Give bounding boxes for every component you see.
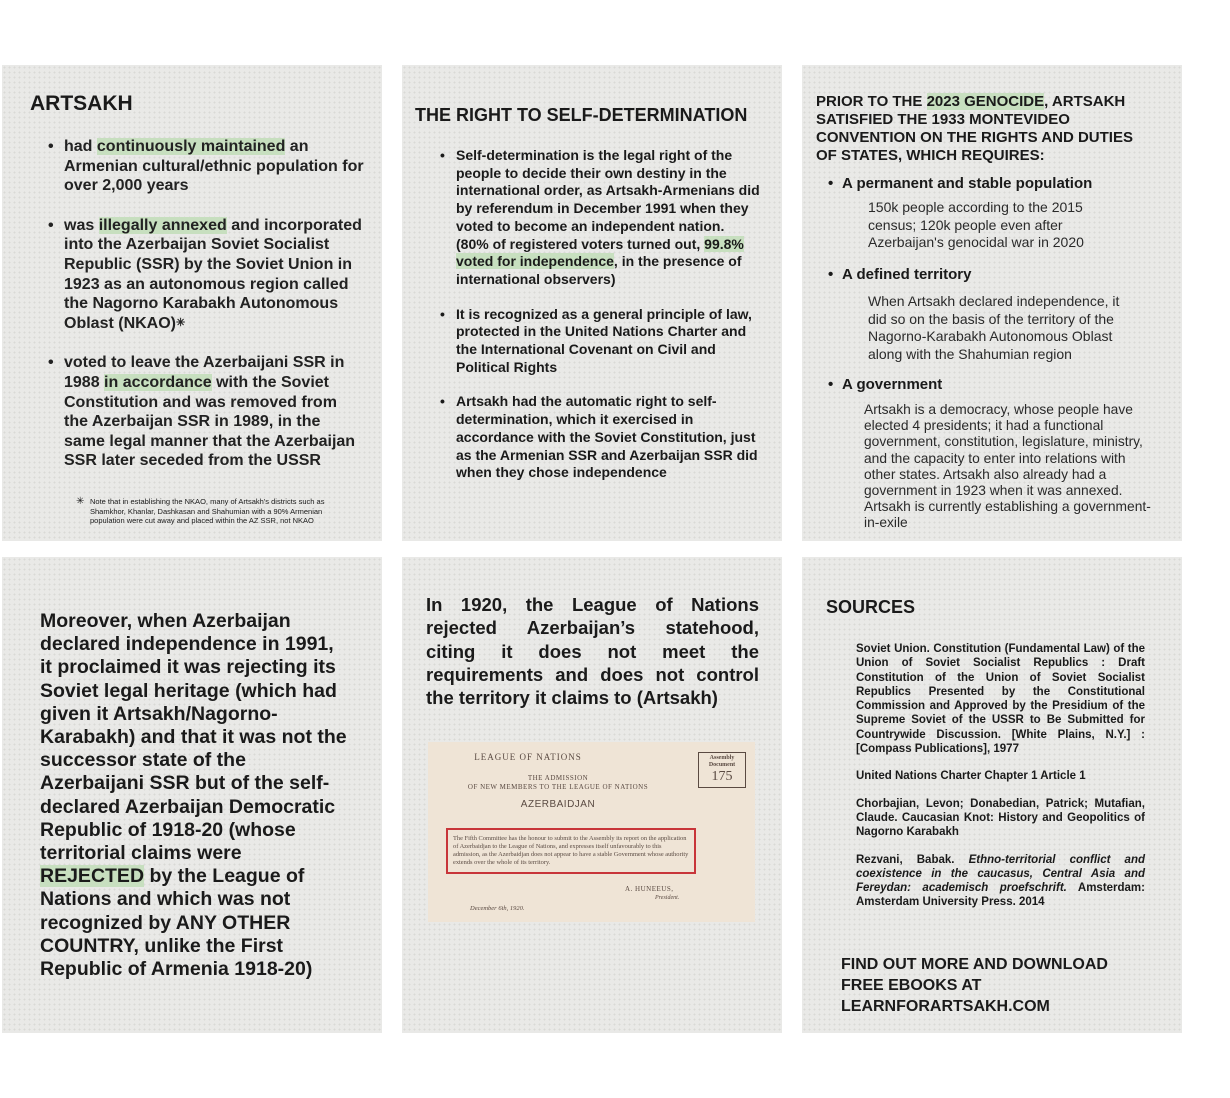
highlight: in accordance	[104, 373, 212, 391]
footnote: ✳ Note that in establishing the NKAO, many of Artsakh's districts such as Shamkhor, Khanlar, Dashkasan and Shahumian with a 90% Armenian population were cut away and placed within the AZ SSR, not NKAO	[76, 496, 325, 526]
source-item: Chorbajian, Levon; Donabedian, Patrick; Mutafian, Claude. Caucasian Knot: History and Geopolitics of Nagorno Karabakh	[856, 797, 1145, 839]
list-item: • Artsakh had the automatic right to self-determination, which it exercised in accordance with the Soviet Constitution, just as the Armenian SSR and Azerbaijan SSR did when they chose independence	[456, 393, 760, 482]
doc-subheader: THE ADMISSION OF NEW MEMBERS TO THE LEAGUE OF NATIONS	[467, 774, 649, 791]
criterion-description: When Artsakh declared independence, it did so on the basis of the territory of the Nagorno-Karabakh Autonomous Oblast along with the Shahumian region	[868, 293, 1120, 362]
highlight: 2023 GENOCIDE	[926, 93, 1045, 110]
doc-signatory-title: President.	[655, 895, 680, 901]
panel-artsakh	[2, 65, 382, 541]
panel-montevideo	[802, 65, 1182, 541]
panel-title: THE RIGHT TO SELF-DETERMINATION	[415, 105, 748, 125]
highlight: continuously maintained	[96, 138, 286, 155]
list-item: • was illegally annexed and incorporated into the Azerbaijan Soviet Socialist Republic (SSR) by the Soviet Union in 1923 as an autonomous region called the Nagorno Karabakh Autonomous Oblast (NKAO)✳	[64, 216, 364, 334]
doc-highlight-box: The Fifth Committee has the honour to submit to the Assembly its report on the application of Azerbaidjan to the League of Nations, and expresses itself unfavourably to this admission, as the Azerbaidjan does not appear to have a stable Government whose authority extends over the whole of its territory.	[446, 828, 696, 874]
highlight: illegally annexed	[98, 216, 227, 234]
highlight: REJECTED	[40, 865, 145, 888]
bullet-list	[64, 137, 364, 491]
asterisk-icon: ✳	[176, 316, 186, 329]
body-text: Moreover, when Azerbaijan declared independence in 1991, it proclaimed it was rejecting its Soviet legal heritage (which had given it Artsakh/Nagorno-Karabakh) and that it was not the successor state of the Azerbaijani SSR but of the self-declared Azerbaijan Democratic Republic of 1918-20 (whose territorial claims were REJECTED by the League of Nations and which was not recognized by ANY OTHER COUNTRY, unlike the First Republic of Armenia 1918-20)	[40, 610, 347, 981]
panel-sources	[802, 557, 1182, 1033]
list-item: • It is recognized as a general principle of law, protected in the United Nations Charter and the International Covenant on Civil and Political Rights	[456, 306, 760, 377]
doc-country: AZERBAIDJAN	[520, 799, 596, 810]
source-item: Soviet Union. Constitution (Fundamental Law) of the Union of Soviet Socialist Republics : Draft Constitution of the Union of Soviet Socialist Republics Presented by the Constitutional Commission and Approved by the Presidium of the Supreme Soviet of the USSR to Be Submitted for Countrywide Discussion. [White Plains, N.Y.] : [Compass Publications], 1977	[856, 643, 1145, 756]
panel-title: SOURCES	[826, 597, 916, 617]
panel-league-of-nations	[402, 557, 782, 1033]
criterion-description: Artsakh is a democracy, whose people have elected 4 presidents; it had a functional government, constitution, legislature, ministry, and the capacity to enter into relations with other states. Artsakh also already had a government in 1923 when it was annexed. Artsakh is currently establishing a government-in-exile	[864, 402, 1151, 531]
doc-signatory: A. HUNEEUS,	[625, 885, 674, 893]
highlight: 99.8% voted for independence	[456, 235, 744, 270]
doc-header: LEAGUE OF NATIONS	[474, 752, 582, 762]
source-item: United Nations Charter Chapter 1 Article 1	[856, 770, 1086, 783]
bullet-list	[456, 147, 760, 499]
asterisk-icon: ✳	[76, 496, 85, 507]
criterion-description: 150k people according to the 2015 census; 120k people even after Azerbaijan's genocidal war in 2020	[868, 199, 1084, 251]
sources-list	[856, 642, 1145, 923]
panel-title: ARTSAKH	[30, 92, 133, 115]
document-image	[428, 742, 755, 922]
list-item: • voted to leave the Azerbaijani SSR in 1988 in accordance with the Soviet Constitution and was removed from the Azerbaijan SSR in 1989, in the same legal manner that the Azerbaijan SSR later seceded from the USSR	[64, 353, 364, 471]
criterion-population: • A permanent and stable population	[842, 175, 1092, 192]
panel-self-determination	[402, 65, 782, 541]
footer-link[interactable]: FIND OUT MORE AND DOWNLOAD FREE EBOOKS AT LEARNFORARTSAKH.COM	[841, 956, 1108, 1015]
source-item: Rezvani, Babak. Ethno-territorial conflict and coexistence in the caucasus, Central Asia and Fereydan: academisch proefschrift. Amsterdam: Amsterdam University Press. 2014	[856, 853, 1145, 909]
criterion-government: • A government	[842, 376, 942, 393]
panel-moreover	[2, 557, 382, 1033]
list-item: • Self-determination is the legal right of the people to decide their own destiny in the international order, as Artsakh-Armenians did by referendum in December 1991 when they voted to become an independent nation. (80% of registered voters turned out, 99.8% voted for independence, in the presence of international observers)	[456, 147, 760, 289]
list-item: • had continuously maintained an Armenian cultural/ethnic population for over 2,000 years	[64, 137, 364, 196]
criterion-territory: • A defined territory	[842, 266, 971, 283]
body-text: In 1920, the League of Nations rejected Azerbaijan’s statehood, citing it does not meet the requirements and does not control the territory it claims to (Artsakh)	[426, 594, 759, 709]
doc-stamp: Assembly Document 175	[698, 752, 746, 788]
panel-title: PRIOR TO THE 2023 GENOCIDE, ARTSAKH SATISFIED THE 1933 MONTEVIDEO CONVENTION ON THE RIGHTS AND DUTIES OF STATES, WHICH REQUIRES:	[816, 93, 1133, 164]
doc-date: December 6th, 1920.	[470, 905, 525, 912]
